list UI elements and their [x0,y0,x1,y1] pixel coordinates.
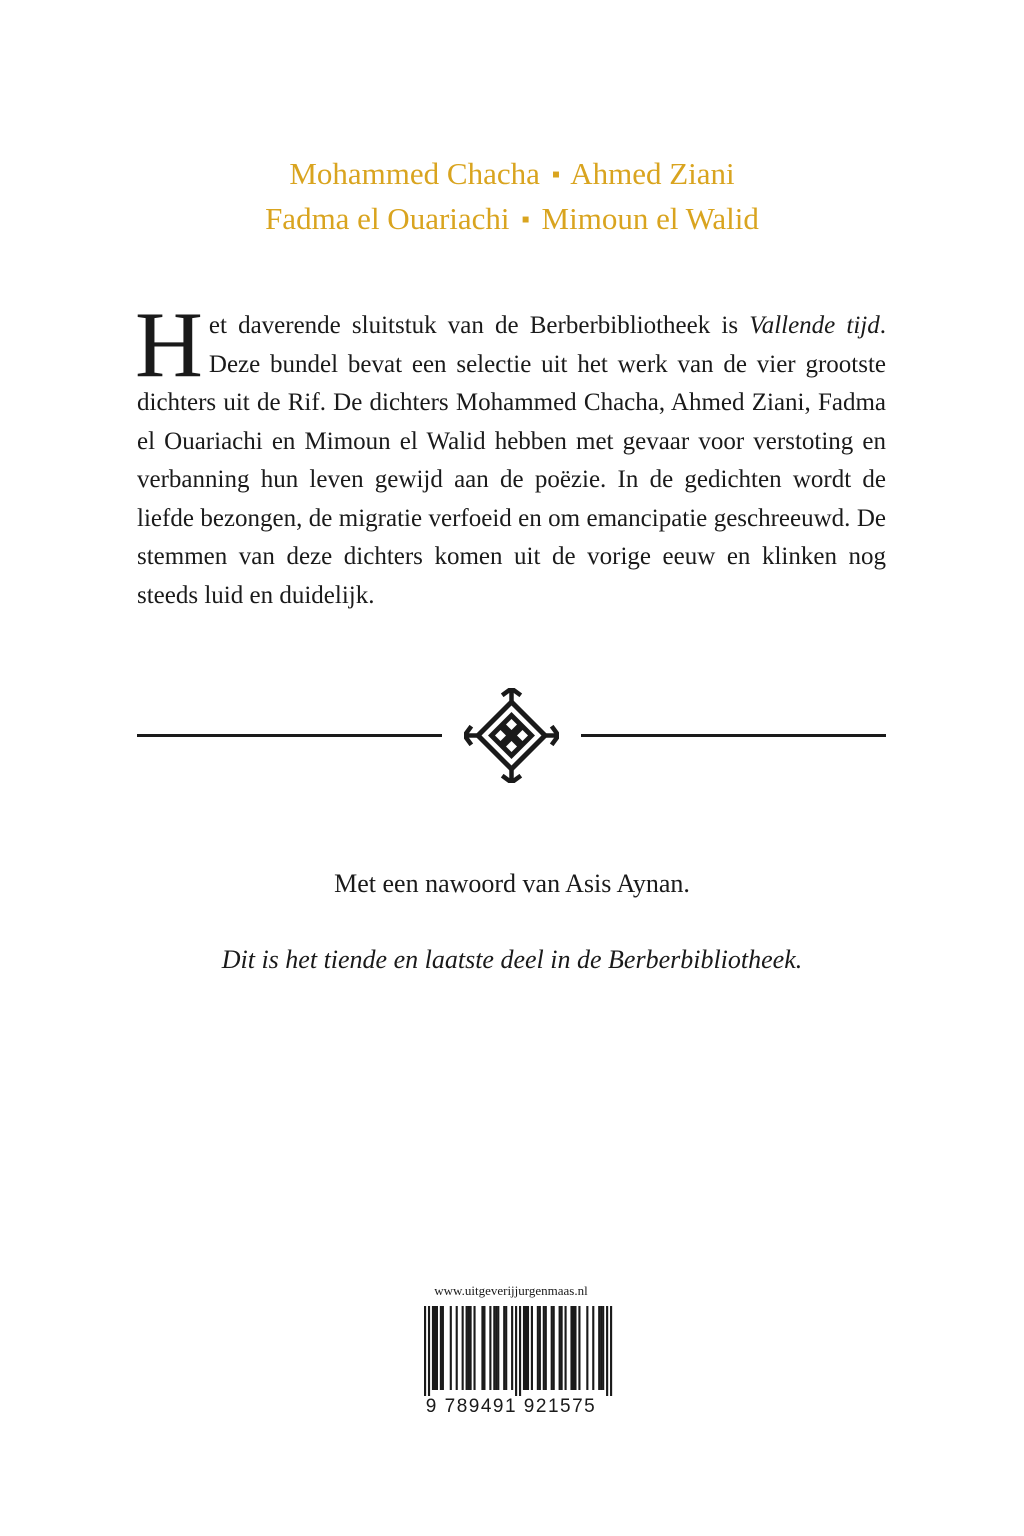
barcode-bar [531,1306,533,1390]
barcode-bar [559,1306,561,1390]
isbn-barcode [404,1306,618,1416]
afterword-note: Met een nawoord van Asis Aynan. [334,869,690,898]
barcode-bar [495,1306,497,1390]
barcode-bar [436,1306,438,1390]
barcode-bar [497,1306,499,1390]
barcode-bar [561,1306,563,1390]
author-name: Ahmed Ziani [570,156,735,191]
berber-ornament-icon [464,688,559,783]
barcode-bars [424,1306,612,1396]
author-separator: ▪ [521,207,530,233]
barcode-bar [572,1306,574,1390]
drop-cap: H [135,293,203,397]
barcode-bar [600,1306,602,1390]
barcode-bar [456,1306,458,1390]
barcode-bar [570,1306,572,1390]
barcode-bar [424,1306,426,1396]
divider-rule-left [137,734,442,737]
author-name: Fadma el Ouariachi [265,201,510,236]
barcode-bar [578,1306,580,1390]
barcode-bar [598,1306,600,1390]
barcode-bar [527,1306,529,1390]
author-name: Mimoun el Walid [541,201,759,236]
barcode-bar [511,1306,513,1390]
series-note: Dit is het tiende en laatste deel in de Berberbibliotheek. [221,945,803,974]
barcode-bar [473,1306,475,1390]
barcode-bar [610,1306,612,1396]
barcode-bar [523,1306,525,1390]
barcode-bar [553,1306,555,1390]
ornament-divider [137,688,886,784]
barcode-bar [442,1306,444,1390]
barcode-bar [543,1306,545,1390]
barcode-bar [586,1306,588,1390]
barcode-bar [539,1306,541,1390]
barcode-bar [466,1306,468,1390]
barcode-bar [565,1306,567,1390]
barcode-bar [592,1306,594,1390]
barcode-bar [503,1306,505,1390]
barcode-bar [432,1306,434,1390]
barcode-bar [525,1306,527,1390]
author-line-1 [0,152,1024,197]
blurb-text [135,293,886,615]
book-title: Vallende tijd [749,312,880,339]
barcode-bar [551,1306,553,1390]
barcode-bar [450,1306,452,1390]
barcode-bar [468,1306,470,1390]
barcode-bar [470,1306,472,1390]
publisher-url: www.uitgeverijjurgenmaas.nl [434,1283,588,1298]
barcode-bar [434,1306,436,1390]
barcode-bar [515,1306,517,1396]
barcode-bar [440,1306,442,1390]
barcode-bar [481,1306,483,1390]
barcode-bar [545,1306,547,1390]
divider-rule-right [581,734,886,737]
barcode-bar [505,1306,507,1390]
barcode-bar [519,1306,521,1396]
barcode-bar [574,1306,576,1390]
barcode-bar [602,1306,604,1390]
barcode-digits: 9 789491 921575 [425,1396,597,1416]
barcode-bar [428,1306,430,1396]
barcode-bar [462,1306,464,1390]
author-names [0,152,1024,242]
blurb-body: . Deze bundel bevat een selectie uit het werk van de vier grootste dichters uit de Rif. De dichters Mohammed Chacha, Ahmed Ziani, Fadma el Ouariachi en Mimoun el Walid hebben met gevaar voor verstoting en verbanning hun leven gewijd aan de poëzie. In de gedichten wordt de liefde bezongen, de migratie verfoeid en om emancipatie geschreeuwd. De stemmen van deze dichters komen uit de vorige eeuw en klinken nog steeds luid en duidelijk. [137,312,886,609]
barcode-bar [489,1306,491,1390]
blurb-lead: et daverende sluitstuk van de Berberbibliotheek is [208,312,750,339]
barcode-bar [493,1306,495,1390]
barcode-bar [483,1306,485,1390]
barcode-bar [537,1306,539,1390]
author-separator: ▪ [551,162,561,188]
author-line-2 [0,197,1024,242]
author-name: Mohammed Chacha [289,156,540,191]
barcode-bar [606,1306,608,1396]
